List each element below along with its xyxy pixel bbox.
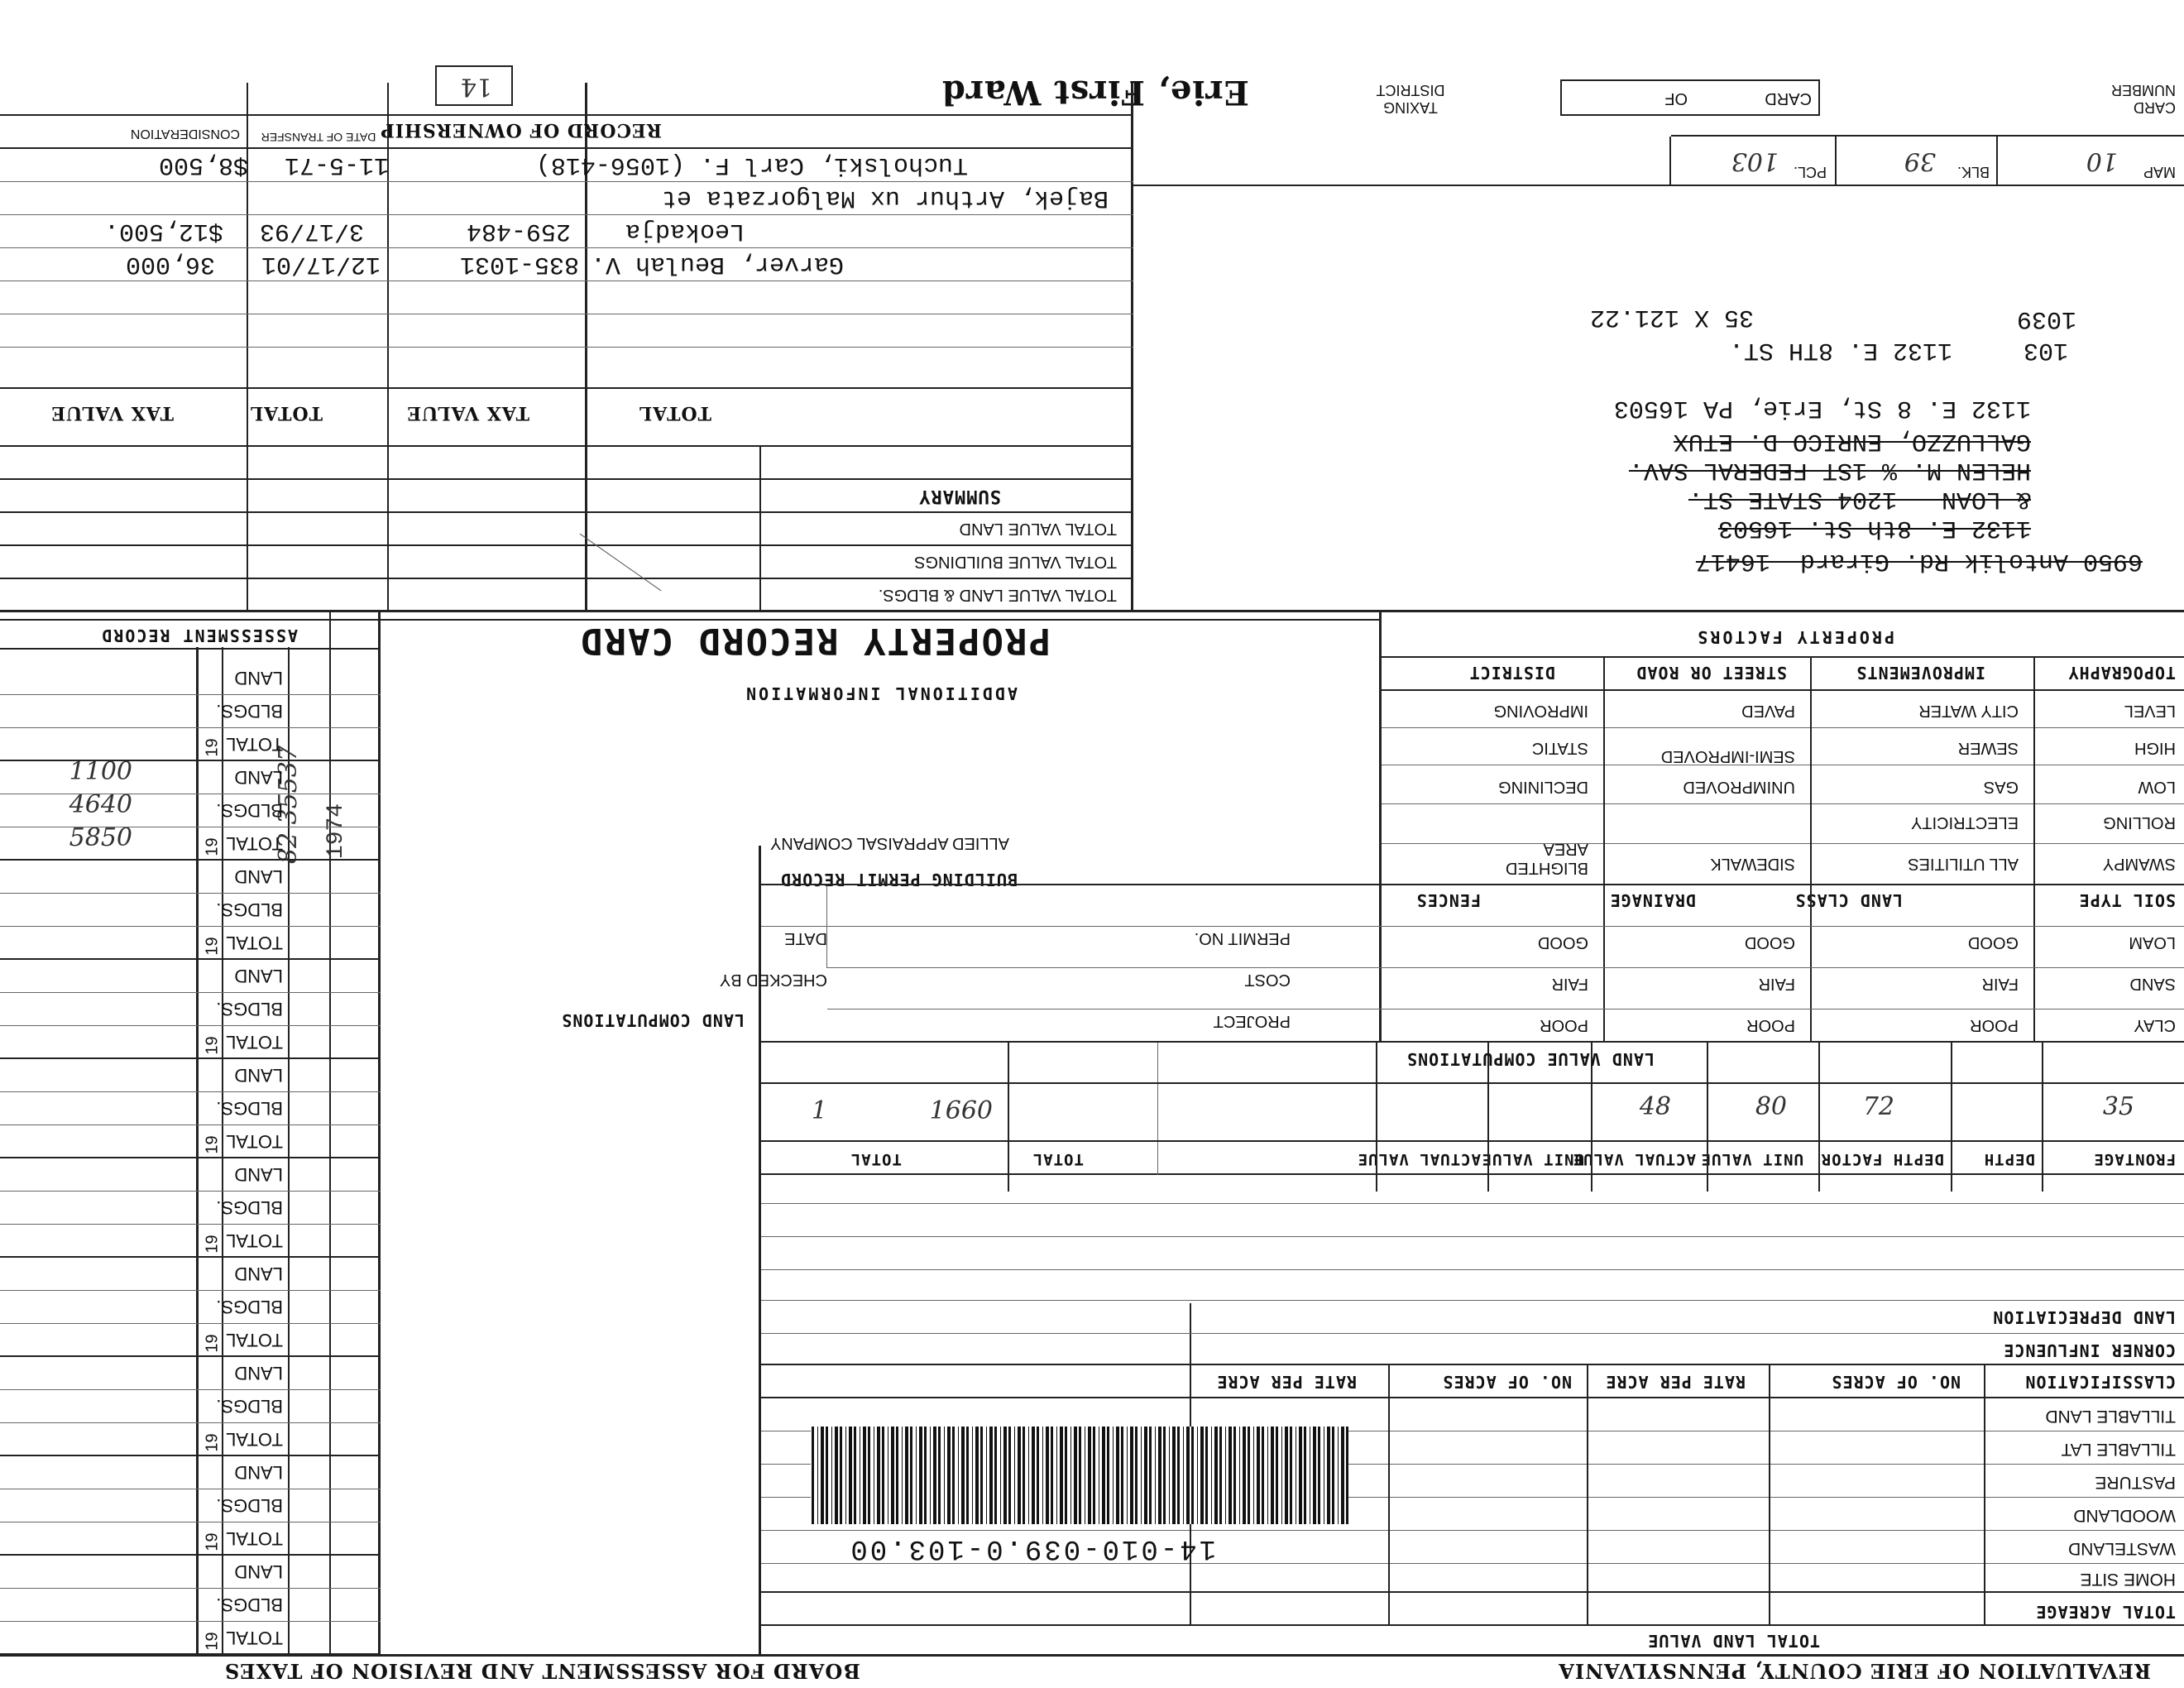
assessment-year-prefix: 19 xyxy=(203,738,222,757)
owner-row-1-name: Tucholski, Carl F. (1056-418) xyxy=(535,151,968,179)
owner-row-2-name: Bajek, Arthur ux Malgorzata et xyxy=(661,184,1109,212)
assessment-total-label: TOTAL xyxy=(226,1330,283,1350)
assessment-bldgs-label: BLDGS. xyxy=(216,1197,283,1218)
assessment-total-label: TOTAL xyxy=(226,1528,283,1549)
assessment-bldgs-label: BLDGS. xyxy=(216,1495,283,1516)
home-site-label: HOME SITE xyxy=(2080,1570,2176,1589)
parcel-number: 103 xyxy=(2023,336,2068,364)
assessment-bldgs-label: BLDGS. xyxy=(216,899,283,920)
woodland-label: WOODLAND xyxy=(2073,1506,2176,1525)
assessment-land-label: LAND xyxy=(234,1561,283,1582)
land-depreciation-label: LAND DEPRECIATION xyxy=(1992,1307,2176,1327)
total-land-value-label: TOTAL LAND VALUE xyxy=(1647,1631,1820,1651)
assessment-total-label: TOTAL xyxy=(226,1230,283,1251)
assessment-year-prefix: 19 xyxy=(203,1532,222,1551)
consideration-header: CONSIDERATION xyxy=(130,127,240,141)
tillable-lat-label: TILLABLE LAT xyxy=(2061,1440,2176,1459)
summary-title: SUMMARY xyxy=(918,486,1001,506)
struck-address-1: GALLUZZO, ENRICO D. ETUX xyxy=(1673,427,2031,455)
struck-address-2: HELEN M. % 1ST FEDERAL SAV. xyxy=(1628,456,2031,484)
assessment-land-label: LAND xyxy=(234,1164,283,1185)
assessment-year-prefix: 19 xyxy=(203,1632,222,1651)
property-record-card-page: REVALUATION OF ERIE COUNTY, PENNSYLVANIA BOARD FOR ASSESSMENT AND REVISION OF TAXES TOTAL LAND VALUE TOTAL ACREAGE HOME SITE WASTELAND WOODLAND PASTURE TILLABLE LAT TILLABLE LAND CLASSIFICATION NO. OF ACRES RATE PER ACRE NO. OF ACRES RATE PER ACRE CORNER INFLUENCE LAND DEPRECIATION 14-010-039.0-103.00 FRONTAGE DEPTH DEPTH FACTOR UNIT VALUE ACTUAL VALUE UNIT VALUE ACTUAL VALUE TOTAL TOTAL 35 72 80 48 1660 1 LAND VALUE COMPUTATIONS LAND COMPUTATIONS CLAY POOR POOR POOR PROJECT SAND FAIR FAIR FAIR COST CHECKED BY LOAM GOOD GOOD GOOD PERMIT NO. DATE SOIL TYPE LAND CLASS DRAINAGE FENCES BUILDING PERMIT RECORD SWAMPY ALL UTILITIES SIDEWALK BLIGHTED AREA ALLIED APPRAISAL COMPANY ROLLING ELECTRICITY LOW GAS UNIMPROVED DECLINING HIGH SEWER SEMI-IMPROVED STATIC LEVEL CITY WATER PAVED IMPROVING ADDITIONAL INFORMATION TOPOGRAPHY IMPROVEMENTS STREET OR ROAD DISTRICT PROPERTY FACTORS PROPERTY RECORD CARD ASSESSMENT RECORD 1974 82 35537 1100 4640 5850 6950 Antolik Rd. Girard 16417 1132 E. 8th St. 16503 & LOAN 1204 STATE ST. HELEN M. % 1ST FEDERAL SAV. GALLUZZO, ENRICO D. ETUX 1132 E. 8 St, Erie, PA 16503 103 1132 E. 8TH ST. 1039 35 X 121.22 MAP 10 BLK. 39 PCL. 103 CARD NUMBER CARD OF TAXING DISTRICT Erie, First Ward 14 TOTAL VALUE LAND & BLDGS. TOTAL VALUE BUILDINGS TOTAL VALUE LAND SUMMARY TOTAL TAX VALUE TOTAL TAX VALUE Garver, Beulah V. 835-1031 12/17/01 36,000 Leokadja 259-484 3/17/93 $12,500. Bajek, Arthur ux Malgorzata et Tucholski, Carl F. (1056-418) 11-5-71 $8,500 RECORD OF OWNERSHIP DATE OF TRANSFER CONSIDERATION TOTAL BLDGS. LAND 19 TOTAL BLDGS. LAND 19 TOTAL BLDGS. LAND 19 TOTAL BLDGS. LAND 19 TOTAL BLDGS. LAND 19 TOTAL BLDGS. LAND 19 TOTAL BLDGS. LAND 19 TOTAL BLDGS. LAND 19 TOTAL BLDGS. LAND 19 TOTAL BLDGS. LAND 19 xyxy=(0,0,2184,1688)
ownership-title: RECORD OF OWNERSHIP xyxy=(380,119,662,141)
assessment-record-title: ASSESSMENT RECORD xyxy=(100,626,298,645)
assessment-total-label: TOTAL xyxy=(226,734,283,755)
assessment-bldgs-label: BLDGS. xyxy=(216,1098,283,1119)
assessment-land-label: LAND xyxy=(234,1065,283,1086)
barcode xyxy=(811,1427,1348,1524)
corner-influence-label: CORNER INFLUENCE xyxy=(2003,1340,2176,1360)
assessment-bldgs-label: BLDGS. xyxy=(216,1297,283,1317)
property-factors-title: PROPERTY FACTORS xyxy=(1695,627,1894,647)
assessment-total-label: TOTAL xyxy=(226,1628,283,1648)
assessment-land-label: LAND xyxy=(234,668,283,688)
ward-name: Erie, First Ward xyxy=(941,73,1249,112)
assessment-year-prefix: 19 xyxy=(203,1235,222,1254)
struck-address-5: 6950 Antolik Rd. Girard 16417 xyxy=(1695,547,2143,575)
revaluation-heading: REVALUATION OF ERIE COUNTY, PENNSYLVANIA xyxy=(1558,1659,2151,1683)
taxing-district-label: TAXING DISTRICT xyxy=(1376,82,1445,116)
board-heading: BOARD FOR ASSESSMENT AND REVISION OF TAXES xyxy=(223,1659,860,1683)
property-record-card-title: PROPERTY RECORD CARD xyxy=(579,620,1051,662)
assessment-total-label: TOTAL xyxy=(226,1032,283,1053)
assessment-land-label: LAND xyxy=(234,1363,283,1383)
barcode-number: 14-010-039.0-103.00 xyxy=(848,1532,1216,1564)
site-address: 1132 E. 8 St, Erie, PA 16503 xyxy=(1613,394,2031,422)
divider-main xyxy=(759,846,761,1657)
year-1974: 1974 xyxy=(323,803,349,860)
street-address: 1132 E. 8TH ST. xyxy=(1728,336,1952,364)
card-number-value: 1039 xyxy=(2016,305,2076,333)
assessment-land-label: LAND xyxy=(234,1264,283,1284)
assessment-land-label: LAND xyxy=(234,767,283,788)
assessment-bldgs-label: BLDGS. xyxy=(216,1396,283,1417)
owner-row-3-name: Leokadja xyxy=(625,217,745,245)
tillable-land-label: TILLABLE LAND xyxy=(2045,1407,2176,1426)
building-permit-title: BUILDING PERMIT RECORD xyxy=(780,870,1018,890)
assessment-year-prefix: 19 xyxy=(203,1433,222,1452)
pencil-mark xyxy=(580,534,662,592)
assessment-total-label: TOTAL xyxy=(226,833,283,854)
additional-information-title: ADDITIONAL INFORMATION xyxy=(744,683,1018,703)
card-number-label: CARD NUMBER xyxy=(2110,82,2176,116)
assessment-land-label: LAND xyxy=(234,966,283,986)
allied-appraisal: ALLIED APPRAISAL COMPANY xyxy=(770,834,1009,852)
assessment-land-label: LAND xyxy=(234,1462,283,1483)
pencil-total-value: 5850 xyxy=(69,823,132,852)
assessment-bldgs-label: BLDGS. xyxy=(216,1594,283,1615)
owner-row-4-name: Garver, Beulah V. xyxy=(590,250,844,278)
pasture-label: PASTURE xyxy=(2095,1473,2176,1492)
assessment-bldgs-label: BLDGS. xyxy=(216,701,283,722)
struck-address-4: 1132 E. 8th St. 16503 xyxy=(1717,514,2031,542)
struck-address-3: & LOAN 1204 STATE ST. xyxy=(1688,485,2031,513)
pencil-bldgs-value: 4640 xyxy=(69,790,132,819)
assessment-total-label: TOTAL xyxy=(226,1131,283,1152)
assessment-bldgs-label: BLDGS. xyxy=(216,999,283,1019)
side-numbers: 82 35537 xyxy=(273,745,303,865)
lot-dimensions: 35 X 121.22 xyxy=(1589,303,1754,331)
assessment-year-prefix: 19 xyxy=(203,837,222,856)
land-computations-title: LAND COMPUTATIONS xyxy=(561,1010,745,1030)
classification-header: CLASSIFICATION xyxy=(2024,1372,2176,1392)
assessment-year-prefix: 19 xyxy=(203,1036,222,1055)
pcl-value: 103 xyxy=(1731,146,1779,175)
assessment-year-prefix: 19 xyxy=(203,1334,222,1353)
total-acreage-label: TOTAL ACREAGE xyxy=(2035,1602,2176,1622)
pencil-land-value: 1100 xyxy=(69,757,132,786)
land-value-computations-title: LAND VALUE COMPUTATIONS xyxy=(1406,1049,1655,1069)
assessment-year-prefix: 19 xyxy=(203,1135,222,1154)
map-value: 10 xyxy=(2086,146,2118,175)
date-of-transfer-header: DATE OF TRANSFER xyxy=(261,131,376,144)
assessment-total-label: TOTAL xyxy=(226,933,283,953)
assessment-total-label: TOTAL xyxy=(226,1429,283,1450)
wasteland-label: WASTELAND xyxy=(2068,1539,2176,1558)
assessment-land-label: LAND xyxy=(234,866,283,887)
assessment-year-prefix: 19 xyxy=(203,937,222,956)
blk-value: 39 xyxy=(1904,146,1936,175)
assessment-bldgs-label: BLDGS. xyxy=(216,800,283,821)
